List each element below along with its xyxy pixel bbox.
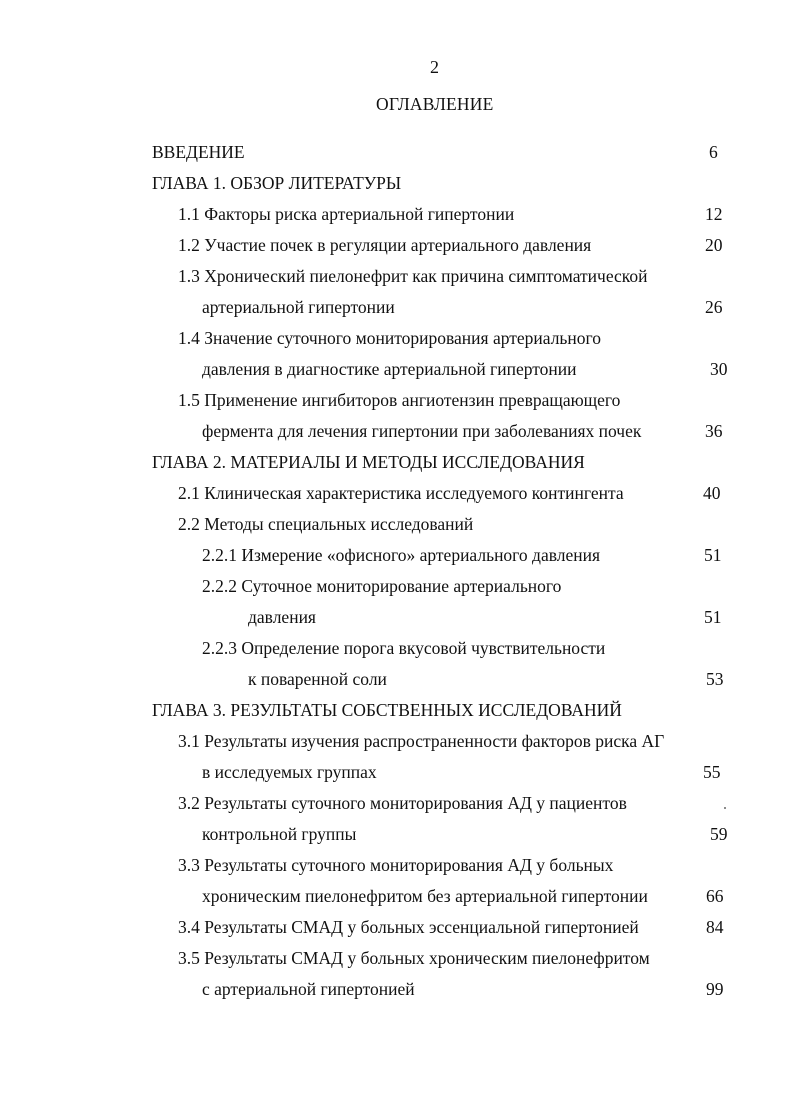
toc-entry-text: давления bbox=[248, 607, 316, 627]
toc-entry-page: 59 bbox=[710, 824, 728, 844]
toc-entry-page: 51 bbox=[704, 607, 722, 627]
toc-entry-page: 40 bbox=[703, 483, 721, 503]
toc-entry-text: 2.2 Методы специальных исследований bbox=[178, 514, 474, 534]
toc-entry-text: 2.2.2 Суточное мониторирование артериального bbox=[202, 576, 562, 596]
toc-entry-page: 53 bbox=[706, 669, 724, 689]
toc-entry-text: давления в диагностике артериальной гипертонии bbox=[202, 359, 577, 379]
toc-entry-text: 2.2.1 Измерение «офисного» артериального давления bbox=[202, 545, 601, 565]
toc-entry-text: 2.2.3 Определение порога вкусовой чувствительности bbox=[202, 638, 606, 658]
toc-entry-text: ГЛАВА 3. РЕЗУЛЬТАТЫ СОБСТВЕННЫХ ИССЛЕДОВАНИЙ bbox=[152, 700, 622, 720]
toc-entry-text: 1.3 Хронический пиелонефрит как причина симптоматической bbox=[178, 266, 648, 286]
toc-title: ОГЛАВЛЕНИЕ bbox=[376, 94, 494, 114]
toc-entry-page: 99 bbox=[706, 979, 724, 999]
toc-entry-text: с артериальной гипертонией bbox=[202, 979, 415, 999]
toc-entry-text: 3.4 Результаты СМАД у больных эссенциальной гипертонией bbox=[178, 917, 639, 937]
toc-entry-text: 1.5 Применение ингибиторов ангиотензин превращающего bbox=[178, 390, 621, 410]
toc-entry-text: в исследуемых группах bbox=[202, 762, 377, 782]
toc-entry-text: 1.1 Факторы риска артериальной гипертонии bbox=[178, 204, 515, 224]
toc-entry-text: 3.3 Результаты суточного мониторирования АД у больных bbox=[178, 855, 614, 875]
toc-entry-page: 20 bbox=[705, 235, 723, 255]
toc-entry-page: 36 bbox=[705, 421, 723, 441]
toc-entry-text: 2.1 Клиническая характеристика исследуемого контингента bbox=[178, 483, 624, 503]
toc-entry-text: 1.4 Значение суточного мониторирования артериального bbox=[178, 328, 602, 348]
toc-entry-text: 1.2 Участие почек в регуляции артериального давления bbox=[178, 235, 592, 255]
page-number: 2 bbox=[430, 57, 439, 77]
toc-entry-page: 12 bbox=[705, 204, 723, 224]
toc-entry-page: 6 bbox=[709, 142, 718, 162]
scan-speck bbox=[724, 807, 726, 809]
toc-entry-text: артериальной гипертонии bbox=[202, 297, 395, 317]
toc-entry-text: ВВЕДЕНИЕ bbox=[152, 142, 245, 162]
toc-entry-page: 55 bbox=[703, 762, 721, 782]
toc-entry-text: контрольной группы bbox=[202, 824, 357, 844]
toc-entry-text: ГЛАВА 1. ОБЗОР ЛИТЕРАТУРЫ bbox=[152, 173, 402, 193]
toc-entry-text: хроническим пиелонефритом без артериальной гипертонии bbox=[202, 886, 648, 906]
toc-entry-text: фермента для лечения гипертонии при заболеваниях почек bbox=[202, 421, 642, 441]
toc-entry-text: 3.2 Результаты суточного мониторирования АД у пациентов bbox=[178, 793, 627, 813]
toc-entry-text: к поваренной соли bbox=[248, 669, 387, 689]
toc-entry-page: 30 bbox=[710, 359, 728, 379]
toc-entry-text: 3.5 Результаты СМАД у больных хроническим пиелонефритом bbox=[178, 948, 650, 968]
toc-entry-text: 3.1 Результаты изучения распространенности факторов риска АГ bbox=[178, 731, 665, 751]
toc-entry-page: 84 bbox=[706, 917, 724, 937]
toc-entry-text: ГЛАВА 2. МАТЕРИАЛЫ И МЕТОДЫ ИССЛЕДОВАНИЯ bbox=[152, 452, 585, 472]
toc-entry-page: 26 bbox=[705, 297, 723, 317]
toc-entry-page: 51 bbox=[704, 545, 722, 565]
toc-entry-page: 66 bbox=[706, 886, 724, 906]
